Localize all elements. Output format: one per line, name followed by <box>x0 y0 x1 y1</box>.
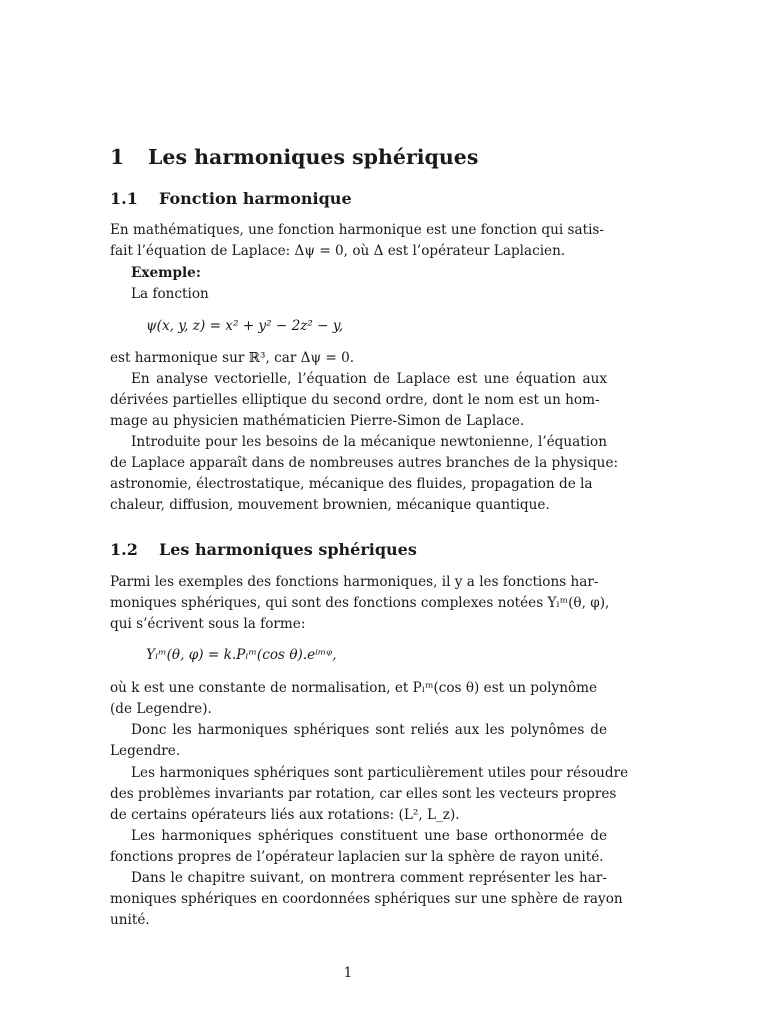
paragraph-line: Les harmoniques sphériques constituent une base orthonormée de <box>131 828 607 844</box>
subsection-heading-2 <box>110 538 417 562</box>
paragraph-line: unité. <box>110 912 150 928</box>
paragraph-line: fait l’équation de Laplace: Δψ = 0, où Δ est l’opérateur Laplacien. <box>110 243 566 259</box>
paragraph-line: de certains opérateurs liés aux rotations: (L², L_z). <box>110 807 460 823</box>
equation-spherical-harmonic: Yₗᵐ(θ, φ) = k.Pₗᵐ(cos θ).eⁱᵐᵠ, <box>146 647 337 663</box>
paragraph-line: qui s’écrivent sous la forme: <box>110 616 306 632</box>
paragraph-line: chaleur, diffusion, mouvement brownien, mécanique quantique. <box>110 497 550 513</box>
paragraph-line: des problèmes invariants par rotation, car elles sont les vecteurs propres <box>110 786 617 802</box>
equation-psi: ψ(x, y, z) = x² + y² − 2z² − y, <box>146 318 344 334</box>
example-label: Exemple: <box>131 265 201 281</box>
section-heading <box>110 143 478 171</box>
subsection-heading-1 <box>110 187 352 211</box>
paragraph-line: moniques sphériques en coordonnées sphériques sur une sphère de rayon <box>110 891 623 907</box>
paragraph-line: astronomie, électrostatique, mécanique des fluides, propagation de la <box>110 476 593 492</box>
paragraph-line: dérivées partielles elliptique du second ordre, dont le nom est un hom- <box>110 392 600 408</box>
paragraph-line: En analyse vectorielle, l’équation de Laplace est une équation aux <box>131 371 607 387</box>
paragraph-line: de Laplace apparaît dans de nombreuses autres branches de la physique: <box>110 455 619 471</box>
paragraph-line: Les harmoniques sphériques sont particulièrement utiles pour résoudre <box>131 765 629 781</box>
section-number: 1 <box>110 145 125 169</box>
subsection-title: Les harmoniques sphériques <box>159 540 417 559</box>
paragraph-line: Donc les harmoniques sphériques sont reliés aux les polynômes de <box>131 722 607 738</box>
subsection-number: 1.2 <box>110 540 138 559</box>
subsection-number: 1.1 <box>110 189 138 208</box>
paragraph-line: est harmonique sur ℝ³, car Δψ = 0. <box>110 350 355 366</box>
subsection-title: Fonction harmonique <box>159 189 352 208</box>
paragraph-line: Parmi les exemples des fonctions harmoniques, il y a les fonctions har- <box>110 574 599 590</box>
section-title: Les harmoniques sphériques <box>148 145 479 169</box>
page-number: 1 <box>343 965 353 981</box>
paragraph-line: Legendre. <box>110 743 181 759</box>
paragraph-line: mage au physicien mathématicien Pierre-Simon de Laplace. <box>110 413 525 429</box>
paragraph-line: Introduite pour les besoins de la mécanique newtonienne, l’équation <box>131 434 607 450</box>
paragraph-line: La fonction <box>131 286 209 302</box>
paragraph-line: Dans le chapitre suivant, on montrera comment représenter les har- <box>131 870 607 886</box>
paragraph-line: où k est une constante de normalisation, et Pₗᵐ(cos θ) est un polynôme <box>110 680 598 696</box>
paragraph-line: (de Legendre). <box>110 701 212 717</box>
paragraph-line: En mathématiques, une fonction harmonique est une fonction qui satis- <box>110 222 604 238</box>
paragraph-line: fonctions propres de l’opérateur laplacien sur la sphère de rayon unité. <box>110 849 604 865</box>
paragraph-line: moniques sphériques, qui sont des fonctions complexes notées Yₗᵐ(θ, φ), <box>110 595 610 611</box>
